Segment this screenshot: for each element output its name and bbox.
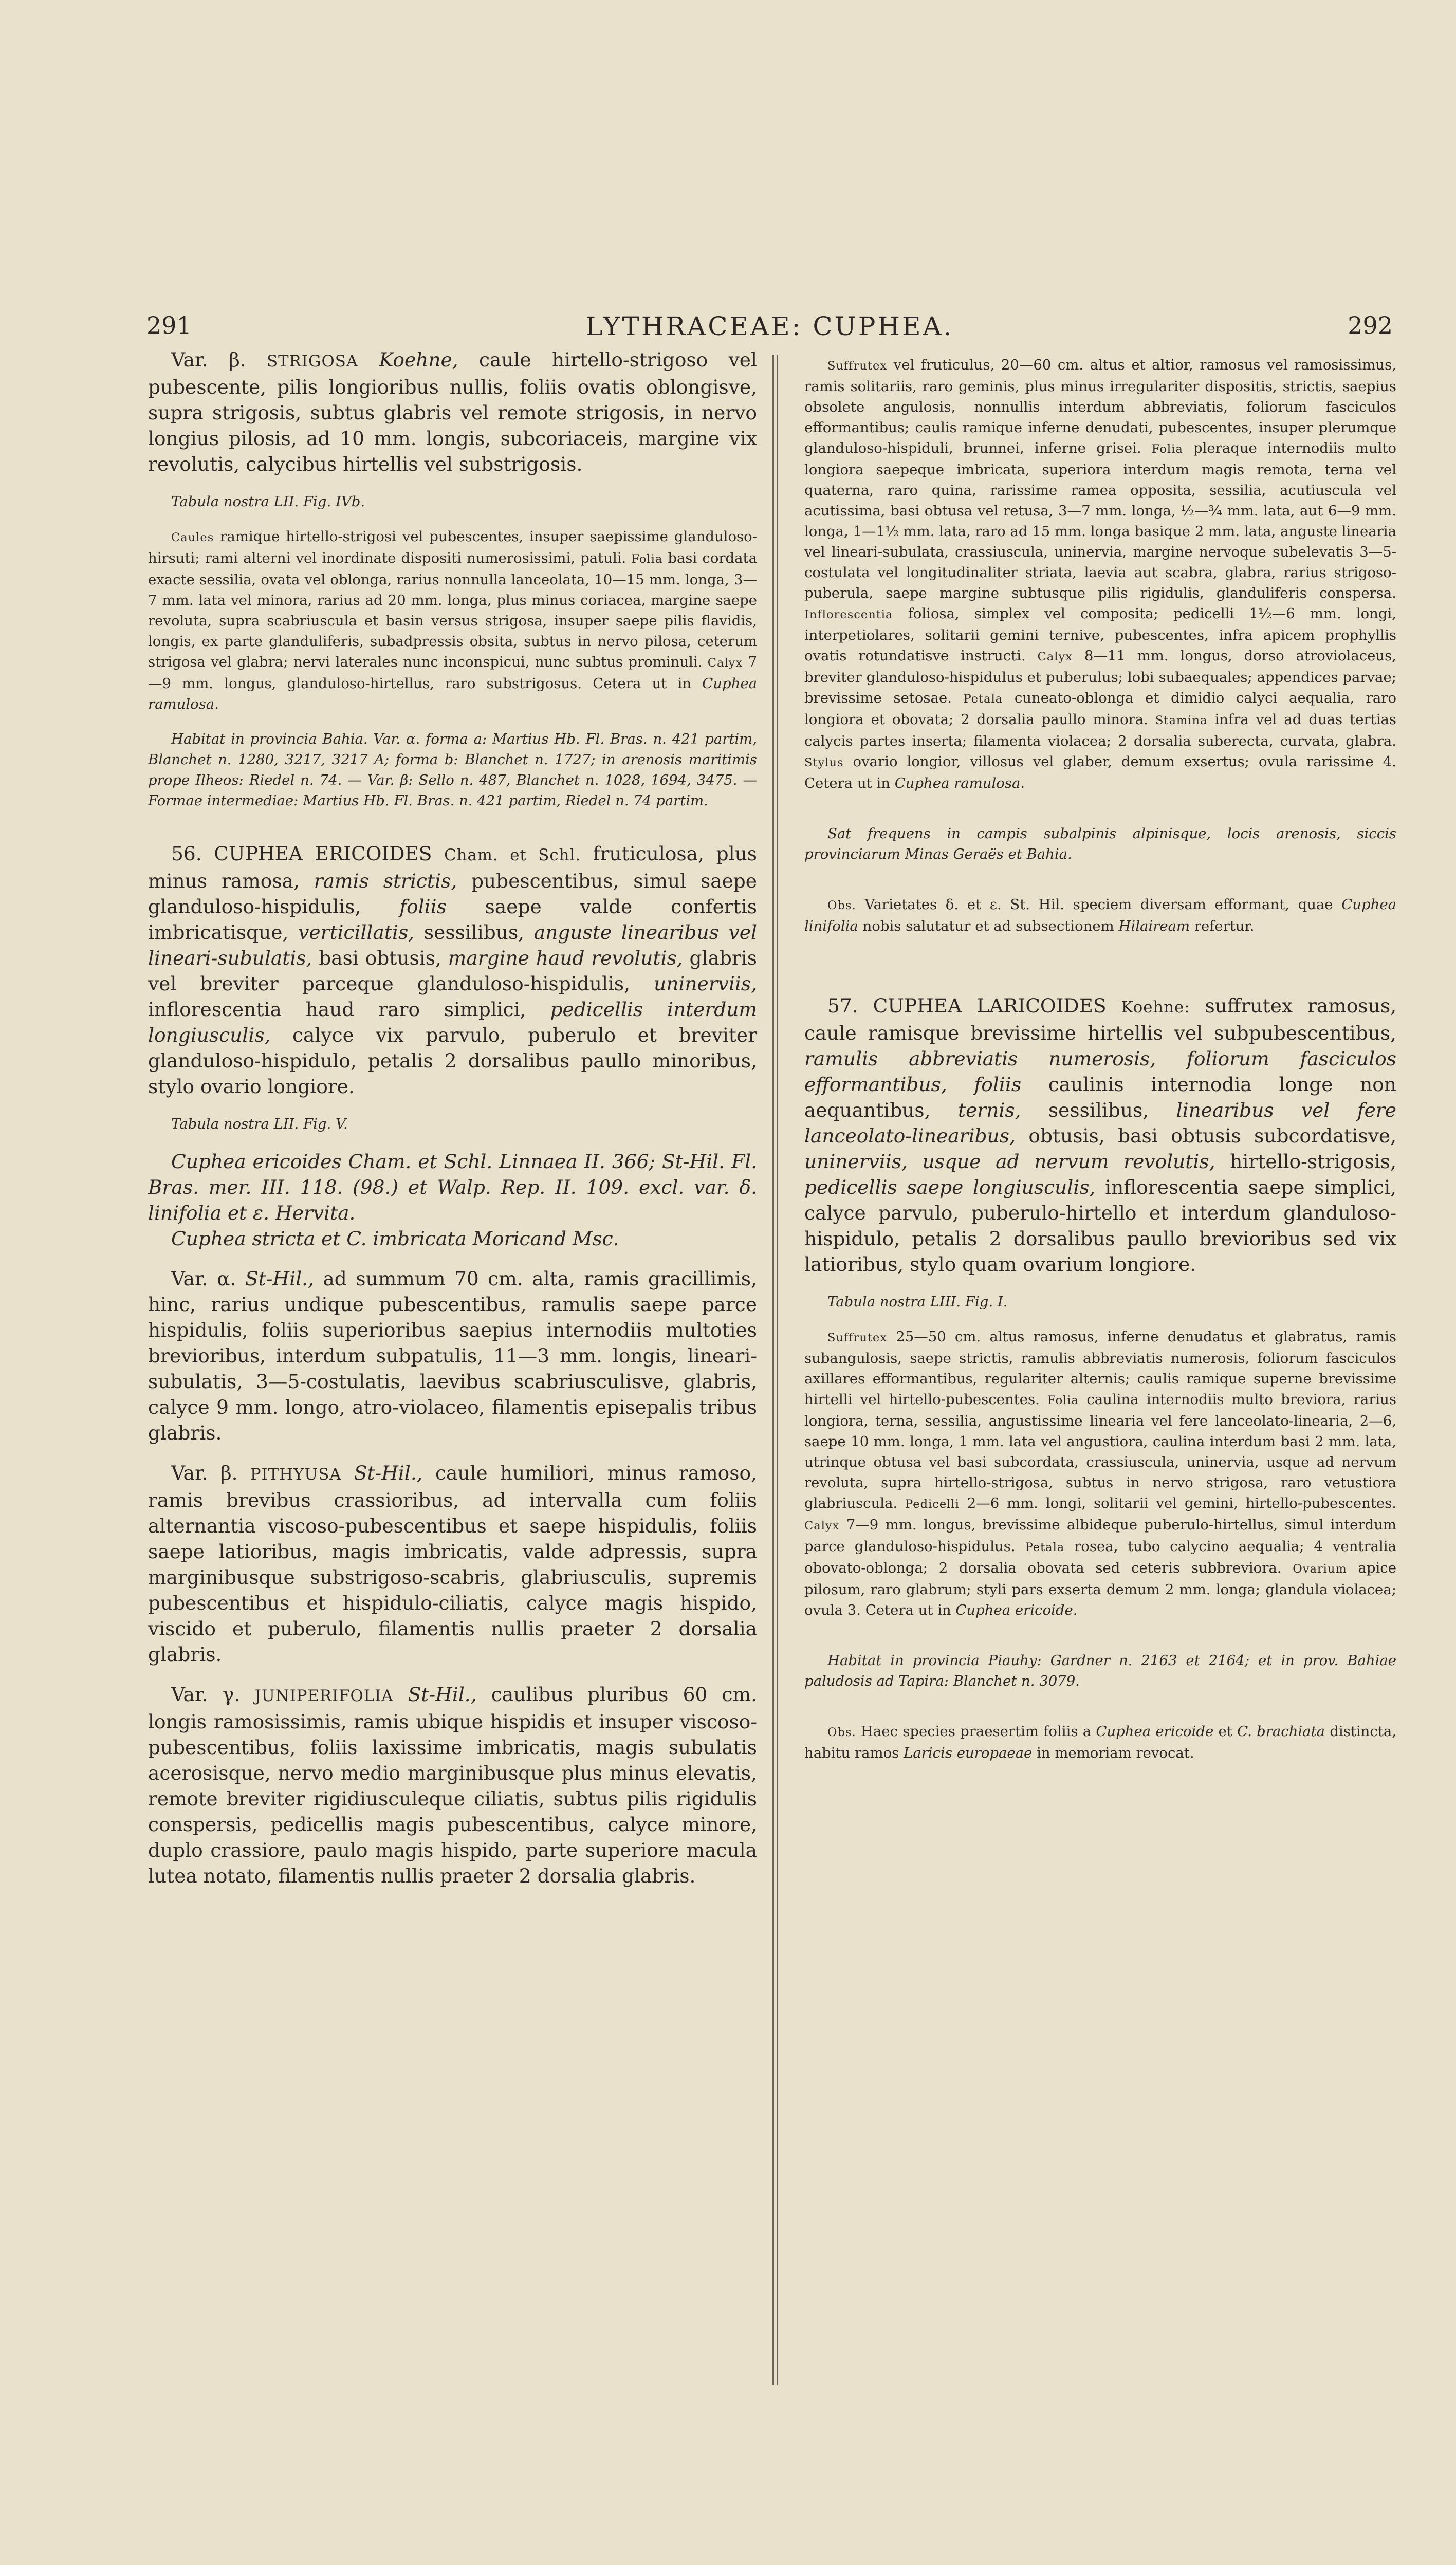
var-gamma-juniperifolia: Var. γ. JUNIPERIFOLIA St-Hil., caulibus pluribus 60 cm. longis ramosissimis, ramis ubique hispidis et insuper viscoso-pubescentibus, foliis laxissime imbricatis, magis subulatis acerosisque, nervo medio marginibusque plus minus elevatis, remote breviter rigidiusculeque ciliatis, subtus pilis rigidulis conspersis, pedicellis magis pubescentibus, calyce minore, duplo crassiore, paulo magis hispido, parte superiore macula lutea notato, filamentis nullis praeter 2 dorsalia glabris. xyxy=(148,1683,757,1887)
habitat-paragraph: Habitat in provincia Bahia. Var. α. forma a: Martius Hb. Fl. Bras. n. 421 partim, Blanchet n. 1280, 3217, 3217 A; forma b: Blanchet n. 1727; in arenosis maritimis prope Ilheos: Riedel n. 74. — Var. β: Sello n. 487, Blanchet n. 1028, 1694, 3475. — Formae intermediae: Martius Hb. Fl. Bras. n. 421 partim, Riedel n. 74 partim. xyxy=(148,731,757,809)
plate-reference: Tabula nostra LIII. Fig. I. xyxy=(827,1294,1008,1310)
observation-paragraph: Obs. Varietates δ. et ε. St. Hil. speciem diversam efformant, quae Cuphea linifolia nobis salutatur et ad subsectionem Hilaiream refertur. xyxy=(804,896,1396,934)
species-57-diagnosis: 57. CUPHEA LARICOIDES Koehne: suffrutex ramosus, caule ramisque brevissime hirtellis vel subpubescentibus, ramulis abbreviatis numerosis, foliorum fasciculos efformantibus, foliis caulinis internodia longe non aequantibus, ternis, sessilibus, linearibus vel fere lanceolato-linearibus, obtusis, basi obtusis subcordatisve, uninerviis, usque ad nervum revolutis, hirtello-strigosis, pedicellis saepe longiusculis, inflorescentia saepe simplici, calyce parvulo, puberulo-hirtello et interdum glanduloso-hispidulo, petalis 2 dorsalibus paullo brevioribus sed vix latioribus, stylo quam ovarium longiore. xyxy=(804,994,1396,1276)
var-beta-strigosa: Var. β. STRIGOSA Koehne, caule hirtello-strigoso vel pubescente, pilis longioribus nullis, foliis ovatis oblongisve, supra strigosis, subtus glabris vel remote strigosis, in nervo longius pilosis, ad 10 mm. longis, subcoriaceis, margine vix revolutis, calycibus hirtellis vel substrigosis. xyxy=(148,348,757,475)
left-column xyxy=(148,347,757,1889)
var-beta-pithyusa: Var. β. PITHYUSA St-Hil., caule humiliori, minus ramoso, ramis brevibus crassioribus, ad intervalla cum foliis alternantia viscoso-pubescentibus et saepe hispidulis, foliis saepe latioribus, magis imbricatis, valde adpressis, supra marginibusque substrigoso-scabris, glabriusculis, supremis pubescentibus et hispidulo-ciliatis, calyce magis hispido, viscido et puberulo, filamentis nullis praeter 2 dorsalia glabris. xyxy=(148,1462,757,1666)
running-title: LYTHRACEAE: CUPHEA. xyxy=(585,311,954,341)
synonymy: Cuphea ericoides Cham. et Schl. Linnaea II. 366; St-Hil. Fl. Bras. mer. III. 118. (98.) et Walp. Rep. II. 109. excl. var. δ. linifolia et ε. Hervita. xyxy=(148,1150,757,1224)
column-rule-inner xyxy=(777,355,778,2385)
page-number-right: 292 xyxy=(1348,311,1393,339)
page-number-left: 291 xyxy=(146,311,192,339)
habitat-paragraph: Habitat in provincia Piauhy: Gardner n. 2163 et 2164; et in prov. Bahiae paludosis ad Tapira: Blanchet n. 3079. xyxy=(804,1652,1396,1689)
synonymy: Cuphea stricta et C. imbricata Moricand Msc. xyxy=(171,1227,619,1250)
column-rule-outer xyxy=(772,355,774,2385)
species-56-diagnosis: 56. CUPHEA ERICOIDES Cham. et Schl. fruticulosa, plus minus ramosa, ramis strictis, pubescentibus, simul saepe glanduloso-hispidulis, foliis saepe valde confertis imbricatisque, verticillatis, sessilibus, anguste linearibus vel lineari-subulatis, basi obtusis, margine haud revolutis, glabris vel breviter parceque glanduloso-hispidulis, uninerviis, inflorescentia haud raro simplici, pedicellis interdum longiusculis, calyce vix parvulo, puberulo et breviter glanduloso-hispidulo, petalis 2 dorsalibus paullo minoribus, stylo ovario longiore. xyxy=(148,842,757,1098)
description-paragraph: Suffrutex vel fruticulus, 20—60 cm. altus et altior, ramosus vel ramosissimus, ramis solitariis, raro geminis, plus minus irregulariter dispositis, strictis, saepius obsolete angulosis, nonnullis interdum abbreviatis, foliorum fasciculos efformantibus; caulis ramique inferne denudati, pubescentes, insuper plerumque glanduloso-hispiduli, brunnei, inferne grisei. Folia pleraque internodiis multo longiora saepeque imbricata, superiora interdum magis remota, terna vel quaterna, raro quina, rarissime ramea opposita, sessilia, acutiuscula vel acutissima, basi obtusa vel retusa, 3—7 mm. longa, ½—¾ mm. lata, aut 6—9 mm. longa, 1—1½ mm. lata, raro ad 15 mm. longa basique 2 mm. lata, anguste linearia vel lineari-subulata, crassiuscula, uninervia, margine nervoque subelevatis 3—5-costulata vel longitudinaliter striata, laevia aut scabra, glabra, rarius strigoso-puberula, saepe margine subtusque pilis rigidulis, glanduliferis conspersa. Inflorescentia foliosa, simplex vel composita; pedicelli 1½—6 mm. longi, interpetiolares, solitarii gemini ternive, pubescentes, infra apicem prophyllis ovatis rotundatisve instructi. Calyx 8—11 mm. longus, dorso atroviolaceus, breviter glanduloso-hispidulus et puberulus; lobi subaequales; appendices parvae; brevissime setosae. Petala cuneato-oblonga et dimidio calyci aequalia, raro longiora et obovata; 2 dorsalia paullo minora. Stamina infra vel ad duas tertias calycis partes inserta; filamenta violacea; 2 dorsalia suberecta, curvata, glabra. Stylus ovario longior, villosus vel glaber, demum exsertus; ovula rarissime 4. Cetera ut in Cuphea ramulosa. xyxy=(804,357,1397,791)
running-header xyxy=(146,311,1393,342)
plate-reference: Tabula nostra LII. Fig. IVb. xyxy=(171,493,365,510)
right-column xyxy=(804,355,1396,1763)
description-paragraph: Suffrutex 25—50 cm. altus ramosus, inferne denudatus et glabratus, ramis subangulosis, saepe strictis, ramulis abbreviatis numerosis, foliorum fasciculos axillares efformantibus, regulariter alternis; caulis ramique superne brevissime hirtelli vel hirtello-pubescentes. Folia caulina internodiis multo breviora, rarius longiora, terna, sessilia, angustissime linearia vel fere lanceolato-linearia, 2—6, saepe 10 mm. longa, 1 mm. lata vel angustiora, caulina interdum basi 2 mm. lata, utrinque obtusa vel basi subcordata, crassiuscula, uninervia, usque ad nervum revoluta, supra hirtello-strigosa, subtus in nervo strigosa, raro vetustiora glabriuscula. Pedicelli 2—6 mm. longi, solitarii vel gemini, hirtello-pubescentes. Calyx 7—9 mm. longus, brevissime albideque puberulo-hirtellus, simul interdum parce glanduloso-hispidulus. Petala rosea, tubo calycino aequalia; 4 ventralia obovato-oblonga; 2 dorsalia obovata sed ceteris subbreviora. Ovarium apice pilosum, raro glabrum; styli pars exserta demum 2 mm. longa; glandula violacea; ovula 3. Cetera ut in Cuphea ericoide. xyxy=(804,1328,1397,1618)
plate-reference: Tabula nostra LII. Fig. V. xyxy=(171,1116,348,1132)
description-paragraph: Caules ramique hirtello-strigosi vel pubescentes, insuper saepissime glanduloso-hirsuti; rami alterni vel inordinate dispositi numerosissimi, patuli. Folia basi cordata exacte sessilia, ovata vel oblonga, rarius nonnulla lanceolata, 10—15 mm. longa, 3—7 mm. lata vel minora, rarius ad 20 mm. longa, plus minus coriacea, margine saepe revoluta, supra scabriuscula et basin versus strigosa, insuper saepe pilis flavidis, longis, ex parte glanduliferis, subadpressis obsita, subtus in nervo pilosa, ceterum strigosa vel glabra; nervi laterales nunc inconspicui, nunc subtus prominuli. Calyx 7—9 mm. longus, glanduloso-hirtellus, raro substrigosus. Cetera ut in Cuphea ramulosa. xyxy=(148,528,757,712)
habitat-paragraph: Sat frequens in campis subalpinis alpinisque, locis arenosis, siccis provinciarum Minas Geraës et Bahia. xyxy=(804,825,1396,862)
observation-paragraph: Obs. Haec species praesertim foliis a Cuphea ericoide et C. brachiata distincta, habitu ramos Laricis europaeae in memoriam revocat. xyxy=(804,1723,1396,1761)
var-alpha: Var. α. St-Hil., ad summum 70 cm. alta, ramis gracillimis, hinc, rarius undique pubescentibus, ramulis saepe parce hispidulis, foliis superioribus saepius internodiis multoties brevioribus, interdum subpatulis, 11—3 mm. longis, lineari-subulatis, 3—5-costulatis, laevibus scabriusculisve, glabris, calyce 9 mm. longo, atro-violaceo, filamentis episepalis tribus glabris. xyxy=(148,1267,757,1444)
